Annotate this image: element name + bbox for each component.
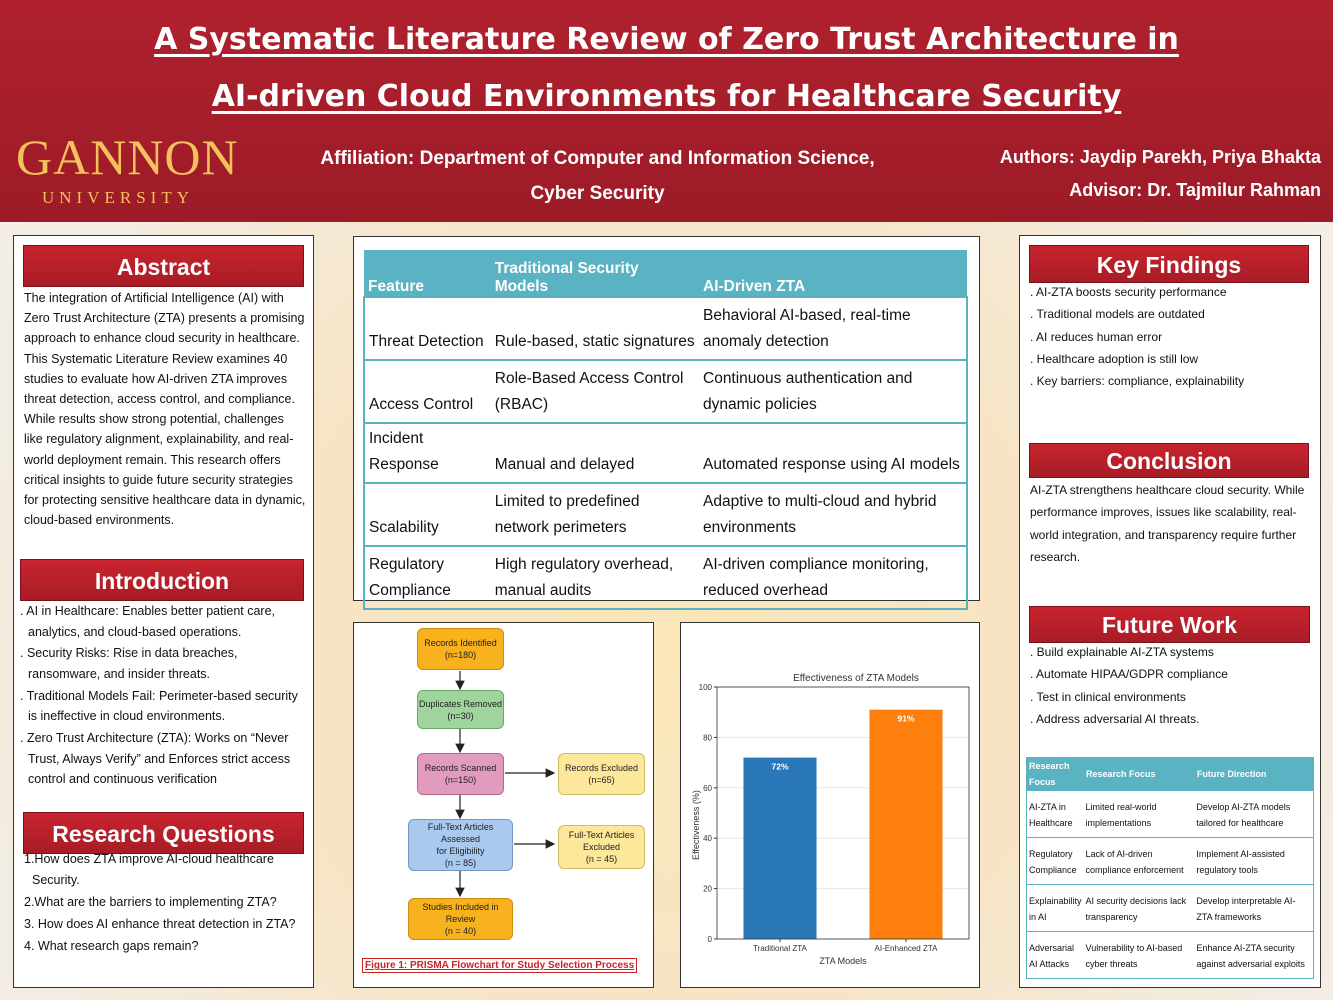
abstract-heading: Abstract	[23, 245, 304, 287]
university-logo: GANNON	[16, 129, 239, 185]
flow-box-label: Records Excluded	[564, 763, 639, 773]
poster-header	[0, 0, 1333, 222]
table-header-cell: Feature	[364, 250, 491, 297]
list-item: . AI reduces human error	[1028, 327, 1318, 348]
list-item: . AI in Healthcare: Enables better patient care, analytics, and cloud-based operations.	[18, 601, 308, 642]
table-cell: Implement AI-assisted regulatory tools	[1194, 838, 1313, 885]
list-item: 1.How does ZTA improve AI-cloud healthcare Security.	[24, 852, 274, 887]
comparison-table-panel	[353, 236, 980, 601]
poster-title-line-1: A Systematic Literature Review of Zero Trust Architecture in	[154, 22, 1179, 57]
flow-box-full-text-excluded	[558, 825, 645, 869]
chart-x-axis-label: ZTA Models	[819, 956, 867, 966]
flow-box-label: Studies Included in Review	[422, 902, 499, 924]
flow-box-label: for Eligibility	[436, 846, 485, 856]
affiliation-line-1: Affiliation: Department of Computer and Information Science,	[320, 148, 875, 169]
table-header-cell: Research Focus	[1084, 758, 1195, 791]
future-work-list	[1028, 642, 1318, 731]
flow-box-full-text-assessed	[408, 819, 513, 871]
table-row	[1027, 838, 1314, 885]
research-questions-list	[24, 849, 309, 958]
flow-box-label: Full-Text Articles Assessed	[427, 822, 494, 844]
table-cell: Adversarial AI Attacks	[1027, 932, 1084, 979]
key-findings-heading: Key Findings	[1029, 245, 1309, 283]
research-questions-heading: Research Questions	[23, 812, 304, 854]
flow-box-duplicates-removed	[417, 690, 504, 729]
table-row	[1027, 791, 1314, 838]
table-cell: Adaptive to multi-cloud and hybrid environments	[699, 483, 967, 546]
table-cell: Incident Response	[364, 423, 491, 483]
flow-box-label: Duplicates Removed	[418, 698, 503, 709]
table-cell: Manual and delayed	[491, 423, 699, 483]
table-cell: Enhance AI-ZTA security against adversarial exploits	[1194, 932, 1313, 979]
table-cell: Develop AI-ZTA models tailored for healthcare	[1194, 791, 1313, 838]
table-cell: Role-Based Access Control (RBAC)	[491, 360, 699, 423]
table-cell: Explainability in AI	[1027, 885, 1084, 932]
left-column	[13, 235, 314, 988]
table-cell: Rule-based, static signatures	[491, 297, 699, 360]
table-cell: Regulatory Compliance	[364, 546, 491, 609]
flow-box-records-identified	[417, 628, 504, 670]
flow-box-label: Records Scanned	[424, 763, 497, 773]
abstract-text: The integration of Artificial Intelligence (AI) with Zero Trust Architecture (ZTA) presents a promising approach to enhance cloud security in healthcare. This Systematic Literature Review examines 40 studies to evaluate how AI-driven ZTA improves threat detection, access control, and compliance. While results show strong potential, challenges like regulatory alignment, explainability, and real-world deployment remain. This research offers critical insights to guide future security strategies for protecting sensitive healthcare data in dynamic, cloud-based environments.	[24, 291, 306, 528]
chart-y-tick-label: 0	[707, 935, 712, 944]
flow-box-count: (n=180)	[444, 650, 477, 660]
table-cell: Limited real-world implementations	[1084, 791, 1195, 838]
chart-title: Effectiveness of ZTA Models	[793, 673, 919, 684]
list-item: . Automate HIPAA/GDPR compliance	[1028, 664, 1318, 685]
affiliation-line-2: Cyber Security	[530, 183, 665, 204]
chart-x-tick-label: Traditional ZTA	[753, 944, 807, 953]
table-cell: Limited to predefined network perimeters	[491, 483, 699, 546]
future-work-heading: Future Work	[1029, 606, 1310, 643]
introduction-list	[18, 601, 308, 791]
table-cell: AI-driven compliance monitoring, reduced overhead	[699, 546, 967, 609]
conclusion-text: AI-ZTA strengthens healthcare cloud security. While performance improves, issues like scalability, real-world integration, and transparency require further research.	[1030, 483, 1305, 564]
table-row	[364, 360, 967, 423]
chart-bar	[743, 758, 816, 939]
list-item: . Key barriers: compliance, explainability	[1028, 371, 1318, 392]
flow-box-count: (n=30)	[447, 710, 474, 721]
effectiveness-chart-panel	[680, 622, 980, 988]
list-item: . Test in clinical environments	[1028, 687, 1318, 708]
chart-data-label: 91%	[897, 713, 915, 724]
effectiveness-bar-chart	[681, 623, 981, 989]
table-row	[364, 546, 967, 609]
flow-box-label: Excluded	[582, 842, 621, 852]
table-header-row	[364, 250, 967, 297]
poster-title-line-2: AI-driven Cloud Environments for Healthcare Security	[211, 79, 1122, 114]
flow-box-studies-included	[408, 898, 513, 940]
table-cell: Threat Detection	[364, 297, 491, 360]
chart-y-tick-label: 40	[703, 834, 712, 844]
flowchart-caption: Figure 1: PRISMA Flowchart for Study Selection Process	[362, 958, 637, 973]
chart-y-axis-label: Effectiveness (%)	[691, 790, 701, 860]
conclusion-heading: Conclusion	[1029, 443, 1309, 478]
table-row	[1027, 885, 1314, 932]
chart-y-tick-label: 20	[703, 884, 712, 894]
advisor: Advisor: Dr. Tajmilur Rahman	[1069, 180, 1321, 200]
list-item: . Security Risks: Rise in data breaches, ransomware, and insider threats.	[18, 643, 308, 684]
list-item: . Traditional models are outdated	[1028, 304, 1318, 325]
right-column	[1019, 235, 1321, 988]
flow-box-records-excluded	[558, 753, 645, 795]
table-cell: Regulatory Compliance	[1027, 838, 1084, 885]
chart-bar	[869, 710, 942, 939]
list-item: . Zero Trust Architecture (ZTA): Works on “Never Trust, Always Verify” and Enforces strict access control and continuous verification	[18, 728, 308, 790]
chart-x-tick-label: AI-Enhanced ZTA	[874, 944, 938, 953]
table-cell: High regulatory overhead, manual audits	[491, 546, 699, 609]
table-cell: Continuous authentication and dynamic policies	[699, 360, 967, 423]
table-cell: AI security decisions lack transparency	[1084, 885, 1195, 932]
list-item: . Healthcare adoption is still low	[1028, 349, 1318, 370]
table-header-cell: Future Direction	[1194, 758, 1313, 791]
list-item: . Address adversarial AI threats.	[1028, 709, 1318, 730]
prisma-flowchart-panel	[353, 622, 654, 988]
flow-box-records-scanned	[417, 753, 504, 795]
flow-box-count: (n = 45)	[585, 854, 618, 864]
university-logo-subtitle: UNIVERSITY	[42, 188, 194, 207]
comparison-table	[363, 250, 968, 610]
chart-y-tick-label: 60	[703, 783, 712, 793]
list-item: 2.What are the barriers to implementing ZTA?	[24, 894, 277, 909]
chart-bars	[743, 710, 942, 939]
chart-data-label: 72%	[771, 761, 789, 772]
table-cell: Lack of AI-driven compliance enforcement	[1084, 838, 1195, 885]
list-item: . Build explainable AI-ZTA systems	[1028, 642, 1318, 663]
list-item: 3. How does AI enhance threat detection in ZTA?	[24, 916, 296, 931]
flow-box-count: (n = 85)	[444, 858, 477, 868]
table-cell: Develop interpretable AI-ZTA frameworks	[1194, 885, 1313, 932]
key-findings-list	[1028, 282, 1318, 393]
list-item: 4. What research gaps remain?	[24, 938, 199, 953]
flow-box-label: Records Identified	[424, 638, 497, 648]
table-cell: Scalability	[364, 483, 491, 546]
chart-y-tick-label: 100	[698, 683, 712, 692]
list-item: . Traditional Models Fail: Perimeter-based security is ineffective in cloud environments.	[18, 686, 308, 727]
table-header-cell: Research Focus	[1027, 758, 1084, 791]
authors: Authors: Jaydip Parekh, Priya Bhakta	[999, 147, 1321, 167]
table-cell: Access Control	[364, 360, 491, 423]
table-row	[364, 297, 967, 360]
table-row	[1027, 932, 1314, 979]
table-header-cell: AI-Driven ZTA	[699, 250, 967, 297]
table-cell: Vulnerability to AI-based cyber threats	[1084, 932, 1195, 979]
flow-box-label: Full-Text Articles	[568, 830, 635, 840]
introduction-heading: Introduction	[20, 559, 304, 601]
table-cell: AI-ZTA in Healthcare	[1027, 791, 1084, 838]
chart-y-tick-label: 80	[703, 733, 712, 743]
flow-box-count: (n=65)	[588, 775, 615, 785]
table-cell: Behavioral AI-based, real-time anomaly detection	[699, 297, 967, 360]
flow-box-count: (n=150)	[444, 775, 477, 785]
research-focus-table	[1026, 757, 1314, 979]
table-cell: Automated response using AI models	[699, 423, 967, 483]
list-item: . AI-ZTA boosts security performance	[1028, 282, 1318, 303]
table-row	[364, 423, 967, 483]
table-header-row	[1027, 758, 1314, 791]
table-row	[364, 483, 967, 546]
flow-box-count: (n = 40)	[444, 926, 477, 936]
table-header-cell: Traditional Security Models	[491, 250, 699, 297]
